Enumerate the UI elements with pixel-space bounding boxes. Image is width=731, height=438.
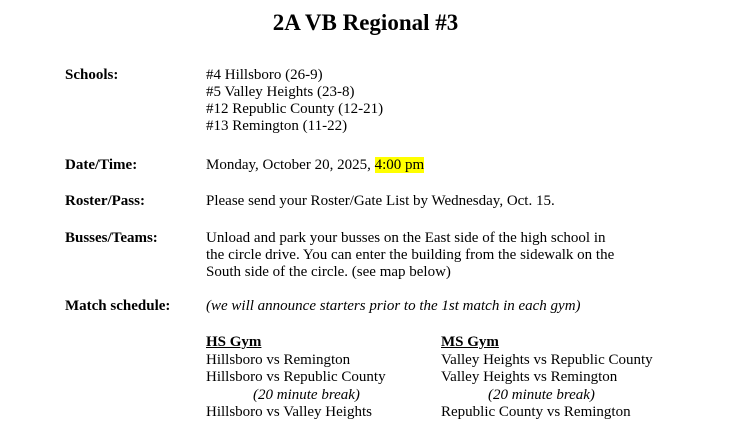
- busses-label: Busses/Teams:: [65, 230, 158, 246]
- schedule-label: Match schedule:: [65, 298, 171, 314]
- ms-gym-column: [441, 334, 653, 422]
- ms-match: Valley Heights vs Remington: [441, 369, 618, 385]
- time-highlight: 4:00 pm: [374, 157, 425, 173]
- school-item: #13 Remington (11-22): [206, 118, 348, 134]
- hs-match: Hillsboro vs Republic County: [206, 369, 386, 385]
- hs-gym-heading: HS Gym: [206, 334, 262, 350]
- ms-gym-heading: MS Gym: [441, 334, 499, 350]
- schools-list: [206, 67, 676, 135]
- roster-text: Please send your Roster/Gate List by Wednesday, Oct. 15.: [206, 193, 555, 209]
- ms-break: (20 minute break): [488, 386, 595, 403]
- ms-match: Republic County vs Remington: [441, 404, 631, 420]
- school-item: #4 Hillsboro (26-9): [206, 67, 323, 83]
- schedule-note: (we will announce starters prior to the 1st match in each gym): [206, 298, 581, 314]
- ms-match: Valley Heights vs Republic County: [441, 351, 653, 368]
- document-title: 2A VB Regional #3: [272, 10, 459, 35]
- school-item: #5 Valley Heights (23-8): [206, 84, 355, 100]
- hs-break: (20 minute break): [253, 386, 360, 403]
- datetime-value: [206, 157, 676, 174]
- schools-label: Schools:: [65, 67, 119, 83]
- roster-label: Roster/Pass:: [65, 193, 145, 209]
- school-item: #12 Republic County (12-21): [206, 101, 384, 117]
- datetime-label: Date/Time:: [65, 157, 138, 173]
- busses-line: South side of the circle. (see map below): [206, 264, 451, 280]
- hs-gym-column: [206, 334, 386, 422]
- date-text: Monday, October 20, 2025,: [206, 157, 375, 173]
- hs-match: Hillsboro vs Remington: [206, 351, 351, 368]
- busses-line: Unload and park your busses on the East side of the high school in: [206, 230, 606, 246]
- hs-match: Hillsboro vs Valley Heights: [206, 404, 372, 420]
- busses-line: the circle drive. You can enter the building from the sidewalk on the: [206, 247, 615, 263]
- busses-text: [206, 230, 676, 281]
